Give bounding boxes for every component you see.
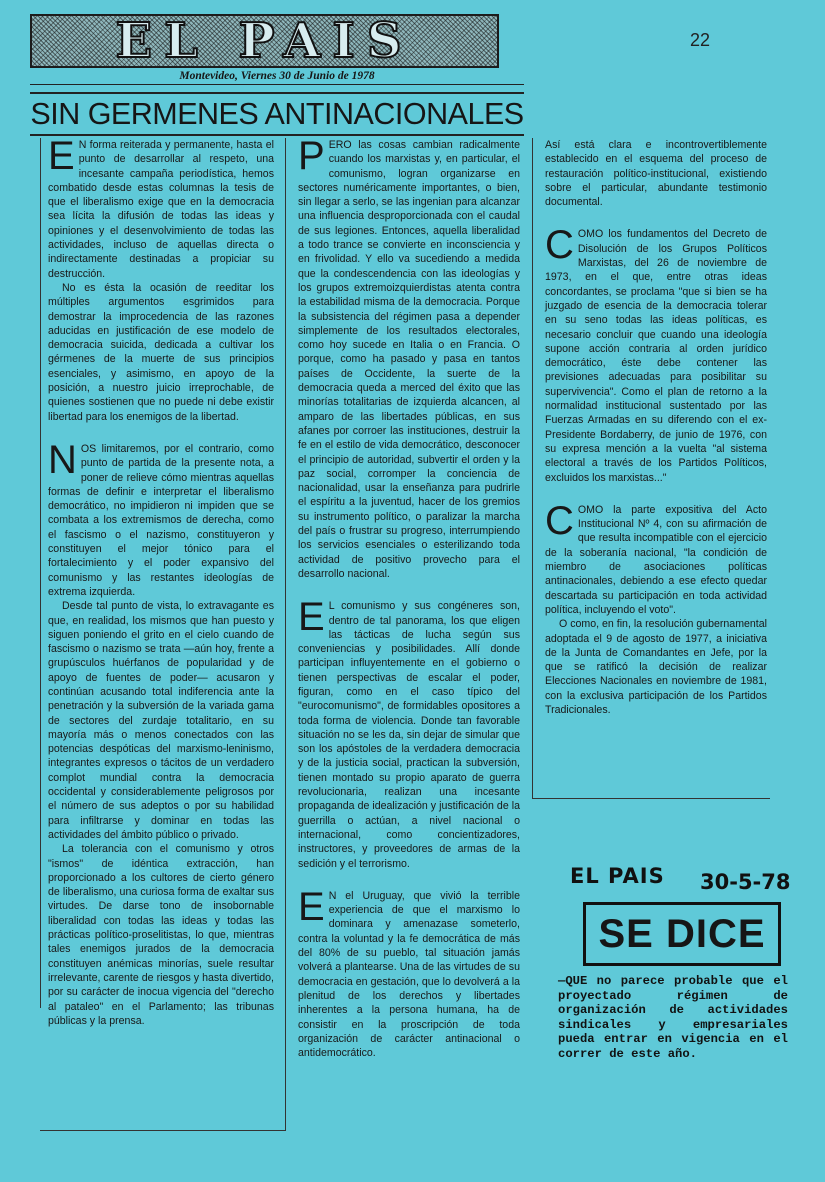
clipping-source: EL PAIS <box>570 864 665 888</box>
dateline: Montevideo, Viernes 30 de Junio de 1978 <box>30 70 524 85</box>
column-divider <box>285 138 286 1130</box>
drop-cap: N <box>48 437 77 482</box>
drop-cap: E <box>298 595 325 640</box>
clipping-title-box <box>583 902 781 966</box>
left-border-line <box>40 138 41 1008</box>
paragraph-text: N forma reiterada y permanente, hasta el punto de desarrollar al respeto, una incesante campaña periodística, hemos combatido desde estas columnas la tesis de que el liberalismo exige que en la democracia sea lícita la difusión de todas las ideas y opiniones y el desenvolvimiento de todas las actividades, incluso de aquellas directa o indirectamente destinadas a propiciar su destrucción. <box>48 139 274 280</box>
paragraph-text: OS limitaremos, por el contrario, como punto de partida de la presente nota, a poner de relieve cómo mientras aquellas formas de definir e interpretar el liberalismo democrático, no impidieron ni impiden que se combata a los extremismos de derecha, como el fascismo o el nazismo, constituyeron y constituyen el mejor tónico para el fortalecimiento y el poder expansivo del comunismo y las restantes ideologías de extrema izquierda. <box>48 442 274 598</box>
paragraph: Así está clara e incontrovertiblemente establecido en el esquema del proceso de restauración político-institucional, existiendo sobre el particular, abundante testimonio documental. <box>545 139 767 209</box>
masthead <box>30 14 499 68</box>
drop-cap: P <box>298 134 325 178</box>
drop-cap: C <box>545 223 574 268</box>
paragraph <box>298 884 520 1061</box>
paragraph: No es ésta la ocasión de reeditar los múltiples argumentos esgrimidos para demostrar la improcedencia de las razones aducidas en justificación de ese modelo de democracia suicida, dedicada a cultivar los gérmenes de la muerte de sus principios esenciales, y asimismo, en apoyo de la posición, a nuestro juicio irreprochable, de quienes sostienen que no puede ni debe existir libertad para los enemigos de la libertad. <box>48 281 274 423</box>
paragraph: Desde tal punto de vista, lo extravagante es que, en realidad, los mismos que han puesto y siguen poniendo el grito en el cielo cuando de fascismo o nazismo se trata —aún hoy, frente a grupúsculos huérfanos de popularidad y de apoyo de fuentes de poder— acusaron y continúan acusando total indiferencia ante la penetración y la subversión de la variada gama de sectores del zurdaje totalitario, en su mayoría más o menos conectados con las potencias despóticas del marxismo-leninismo, integrantes expresos o tácitos de un verdadero complot mundial contra la democracia occidental y considerablemente peligrosos por el número de sus adeptos o por su habilidad para infiltrarse y dominar en todas las actividades del ámbito público o privado. <box>48 600 274 841</box>
paragraph <box>48 437 274 599</box>
drop-cap: E <box>298 884 325 929</box>
paragraph <box>48 134 274 281</box>
paragraph-text: OMO los fundamentos del Decreto de Disolución de los Grupos Políticos Marxistas, del 26 de noviembre de 1973, en el que, entre otras ideas concordantes, se proclama "que si bien se ha juzgado de esencia de la democracia tolerar en su seno todas las ideas políticas, es necesario concluir que cuando una ideología supone acción contraria al orden jurídico democrático, éste debe contener las previsiones adecuadas para posibilitar su supervivencia". Como el plan de retorno a la normalidad institucional sustentado por las Fuerzas Armadas en su diferendo con el ex-Presidente Bordaberry, de junio de 1976, con su expresa mención a la vuelta "al sistema electoral a través de los Partidos Políticos, excluidos los marxistas..." <box>545 228 767 484</box>
paragraph-text: N el Uruguay, que vivió la terrible experiencia de que el marxismo lo dominara y amenazase someterlo, contra la voluntad y la fe democrática de más del 80% de su pueblo, tal situación jamás volverá a plantearse. Una de las virtudes de su democracia en gestación, que lo devolverá a la plenitud de los derechos y libertades inherentes a la persona humana, ha de consistir en la proscripción de toda organización de carácter antinacional o antidemocrático. <box>298 889 520 1060</box>
clipping-date: 30-5-78 <box>700 870 791 894</box>
headline: SIN GERMENES ANTINACIONALES <box>30 92 524 136</box>
column-bottom-line <box>40 1130 286 1131</box>
article-column-1 <box>48 134 274 1028</box>
paragraph-text: OMO la parte expositiva del Acto Institucional Nº 4, con su afirmación de que resulta incompatible con el ejercicio de la soberanía nacional, "la condición de miembro de asociaciones políticas antinacionales, debiendo a ese efecto quedar descartada su participación en toda actividad política, incluyendo el voto". <box>545 503 767 616</box>
article-column-2 <box>298 134 520 1060</box>
masthead-title: EL PAIS <box>115 13 414 69</box>
paragraph-text: ERO las cosas cambian radicalmente cuando los marxistas y, en particular, el comunismo, logran organizarse en sectores numéricamente importantes, o bien, sin llegar a serlo, se las ingenian para alcanzar una influencia desproporcionada con el caudal de sus legiones. Entonces, aquella liberalidad a todo trance se convierte en inconsciencia y en frivolidad. Y ello va sucediendo a medida que la condescendencia con las ideologías y los grupos extremoizquierdistas atenta contra la estabilidad misma de la democracia. Porque la subsistencia del régimen pasa a depender simplemente de los resultados electorales, como hoy sucede en Italia o en Francia. O porque, como ha pasado y pasa en tantos países de Occidente, la suerte de la democracia queda a merced del éxito que las minorías totalitarias de izquierda alcancen, al amparo de las libertades públicas, en sus afanes por corroer las instituciones, destruir la fe en el estilo de vida democrático, desconocer el principio de autoridad, subvertir el orden y la paz social, corromper la conciencia de nacionalidad, usar la enseñanza para pudrirle el espíritu a la juventud, hacer de los gremios su instrumento político, o paralizar la marcha del país o frustrar su progreso, interrumpiendo los servicios esenciales o esterilizando toda actividad de positivo provecho para el desarrollo nacional. <box>298 139 520 580</box>
paragraph <box>545 498 767 617</box>
paragraph-text: L comunismo y sus congéneres son, dentro de tal panorama, los que eligen las tácticas de lucha según sus conveniencias y posibilidades. Allí donde participan influyentemente en el gobierno o tienen perspectivas de escalar el poder, figuran, como en el caso típico del "eurocomunismo", de formidables opositores a toda forma de violencia. Donde tan favorable situación no se les da, sin dejar de simular que son los apóstoles de la verdadera democracia y de la justicia social, practican la subversión, tienen montado su propio aparato de guerra revolucionaria, realizan una incesante propaganda de idealización y justificación de la guerrilla o actúan, a nivel nacional o internacional, como concientizadores, instructores, y proveedores de armas de la sedición y el terrorismo. <box>298 600 520 870</box>
column-divider <box>532 138 533 798</box>
clipping-title: SE DICE <box>598 911 766 956</box>
paragraph: La tolerancia con el comunismo y otros "ismos" de idéntica extracción, han proporcionado a los cultores de cierto género de liberalismo, una curiosa forma de exaltar sus virtudes. De darse tono de insobornable liberalidad con todas las ideas y todas las prácticas político-proselitistas, lo que, mientras tales enemigos jurados de la democracia constituyen anémicas minorías, suele resultar irrelevante, carente de riesgos y hasta divertido, por su carácter de inocua vigencia del "derecho al pataleo" en el Parlamento; las tribunas públicas y la prensa. <box>48 843 274 1027</box>
article-column-3 <box>545 138 767 717</box>
drop-cap: E <box>48 134 75 178</box>
paragraph <box>545 223 767 484</box>
page-number: 22 <box>690 30 711 50</box>
clipping-text: —QUE no parece probable que el proyectado régimen de organización de actividades sindicales y empresariales pueda entrar en vigencia en el correr de este año. <box>558 974 788 1061</box>
column-end-line <box>532 798 770 799</box>
paragraph <box>298 595 520 871</box>
drop-cap: C <box>545 498 574 543</box>
paragraph <box>298 134 520 581</box>
paragraph: O como, en fin, la resolución gubernamental adoptada el 9 de agosto de 1977, a iniciativa de la Junta de Comandantes en Jefe, por la que se ratificó la decisión de realizar Elecciones Nacionales en noviembre de 1981, con la exclusiva participación de los Partidos Tradicionales. <box>545 618 767 716</box>
